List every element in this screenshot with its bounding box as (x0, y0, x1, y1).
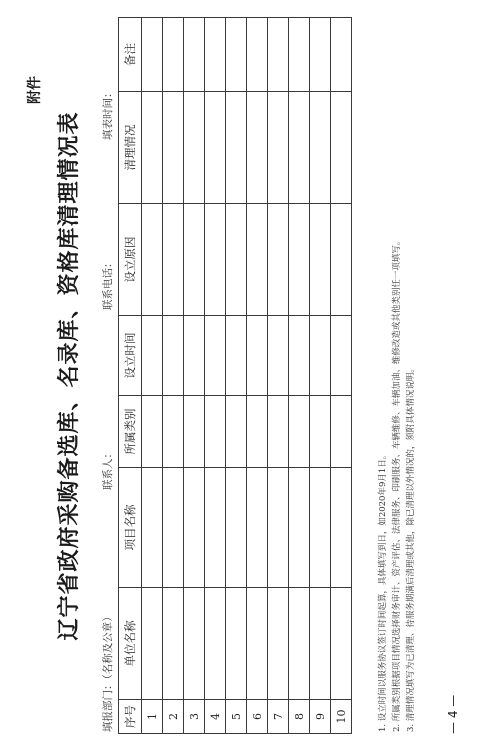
empty-cell (331, 468, 352, 588)
fill-time-field-label: 填表时间： (102, 87, 114, 140)
empty-cell (268, 92, 289, 204)
table-row (226, 18, 247, 734)
table-row (163, 18, 184, 734)
empty-cell (247, 316, 268, 396)
empty-cell (310, 204, 331, 316)
empty-cell (226, 396, 247, 468)
empty-cell (331, 92, 352, 204)
table-body (142, 18, 352, 734)
empty-cell (226, 588, 247, 700)
empty-cell (289, 316, 310, 396)
empty-cell (247, 92, 268, 204)
department-field-label: 填报部门：（名称及公章） (102, 611, 114, 732)
row-index-cell: 1 (142, 700, 163, 734)
column-header-index: 序号 (119, 700, 142, 734)
empty-cell (289, 18, 310, 92)
empty-cell (184, 468, 205, 588)
empty-cell (268, 18, 289, 92)
table-row (310, 18, 331, 734)
empty-cell (142, 92, 163, 204)
page-number: — 4 — (446, 694, 460, 734)
empty-cell (310, 468, 331, 588)
column-header-category: 所属类别 (119, 396, 142, 468)
empty-cell (184, 92, 205, 204)
empty-cell (205, 316, 226, 396)
row-index-cell: 2 (163, 700, 184, 734)
table-header-row (119, 18, 142, 734)
empty-cell (205, 468, 226, 588)
empty-cell (163, 588, 184, 700)
row-index-cell: 7 (268, 700, 289, 734)
empty-cell (247, 204, 268, 316)
empty-cell (268, 468, 289, 588)
empty-cell (310, 92, 331, 204)
empty-cell (289, 468, 310, 588)
contact-field-label: 联系人： (102, 448, 114, 490)
empty-cell (331, 18, 352, 92)
empty-cell (142, 316, 163, 396)
empty-cell (184, 204, 205, 316)
empty-cell (310, 396, 331, 468)
empty-cell (142, 18, 163, 92)
empty-cell (226, 316, 247, 396)
row-index-cell: 4 (205, 700, 226, 734)
empty-cell (268, 396, 289, 468)
empty-cell (163, 18, 184, 92)
empty-cell (331, 204, 352, 316)
empty-cell (289, 92, 310, 204)
row-index-cell: 6 (247, 700, 268, 734)
empty-cell (247, 18, 268, 92)
column-header-cleanup-status: 清理情况 (119, 92, 142, 204)
column-header-setup-time: 设立时间 (119, 316, 142, 396)
row-index-cell: 8 (289, 700, 310, 734)
note-2: 2. 所属类别根据项目情况选择财务审计、资产评估、法律服务、印刷服务、车辆维修、车辆加油、维修改造或其他类别任一项填写。 (392, 236, 402, 732)
table-row (289, 18, 310, 734)
empty-cell (163, 204, 184, 316)
empty-cell (163, 396, 184, 468)
empty-cell (205, 204, 226, 316)
empty-cell (142, 588, 163, 700)
phone-field-label: 联系电话： (102, 257, 114, 310)
empty-cell (163, 316, 184, 396)
attachment-label: 附件 (27, 76, 43, 104)
empty-cell (268, 316, 289, 396)
page-title: 辽宁省政府采购备选库、名录库、资格库清理情况表 (56, 111, 82, 641)
empty-cell (289, 396, 310, 468)
empty-cell (184, 316, 205, 396)
table-row (268, 18, 289, 734)
empty-cell (205, 588, 226, 700)
empty-cell (226, 92, 247, 204)
empty-cell (289, 588, 310, 700)
row-index-cell: 5 (226, 700, 247, 734)
empty-cell (184, 396, 205, 468)
empty-cell (247, 468, 268, 588)
empty-cell (226, 18, 247, 92)
empty-cell (226, 204, 247, 316)
empty-cell (289, 204, 310, 316)
table-row (205, 18, 226, 734)
row-index-cell: 9 (310, 700, 331, 734)
empty-cell (205, 396, 226, 468)
table-row (184, 18, 205, 734)
empty-cell (331, 588, 352, 700)
empty-cell (331, 316, 352, 396)
note-3: 3. 清理情况填写为已清理、待服务期满后清理或其他，除已清理以外情况的，须附具体情况说明。 (406, 364, 416, 732)
table-row (247, 18, 268, 734)
column-header-unit-name: 单位名称 (119, 588, 142, 700)
empty-cell (205, 18, 226, 92)
column-header-remarks: 备注 (119, 18, 142, 92)
empty-cell (142, 468, 163, 588)
column-header-project-name: 项目名称 (119, 468, 142, 588)
empty-cell (226, 468, 247, 588)
table-row (142, 18, 163, 734)
empty-cell (310, 588, 331, 700)
empty-cell (268, 204, 289, 316)
empty-cell (142, 204, 163, 316)
empty-cell (184, 588, 205, 700)
empty-cell (142, 396, 163, 468)
empty-cell (163, 468, 184, 588)
empty-cell (205, 92, 226, 204)
row-index-cell: 3 (184, 700, 205, 734)
row-index-cell: 10 (331, 700, 352, 734)
empty-cell (310, 316, 331, 396)
empty-cell (331, 396, 352, 468)
column-header-setup-reason: 设立原因 (119, 204, 142, 316)
empty-cell (310, 18, 331, 92)
empty-cell (247, 588, 268, 700)
note-1: 1. 设立时间以服务协议签订时间起算，具体填写到日，如2020年9月1日。 (378, 450, 388, 732)
empty-cell (247, 396, 268, 468)
table-row (331, 18, 352, 734)
empty-cell (268, 588, 289, 700)
cleanup-status-table (118, 17, 352, 734)
empty-cell (163, 92, 184, 204)
empty-cell (184, 18, 205, 92)
